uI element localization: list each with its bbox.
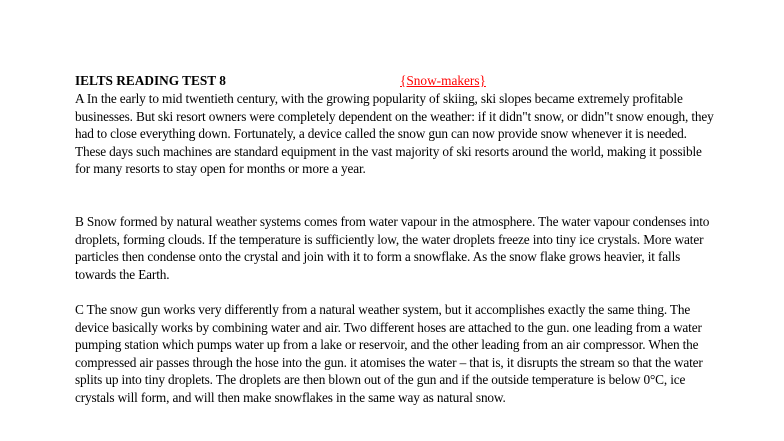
paragraph-a: A In the early to mid twentieth century, with the growing popularity of skiing, ski slopes became extremely profitable businesses. But ski resort owners were completely dependent on the weather: if it didn"t snow, or didn"t snow enough, they had to close everything down. Fortunately, a device called the snow gun can now provide snow whenever it is needed. These days such machines are standard equipment in the vast majority of ski resorts around the world, making it possible for many resorts to stay open for months or more a year. — [75, 91, 714, 177]
test-title: IELTS READING TEST 8 — [75, 73, 226, 88]
topic-link[interactable]: {Snow-makers} — [400, 73, 486, 88]
paragraph-b: B Snow formed by natural weather systems comes from water vapour in the atmosphere. The water vapour condenses into droplets, forming clouds. If the temperature is sufficiently low, the water droplets freeze into tiny ice crystals. More water particles then condense onto the crystal and join with it to form a snowflake. As the snow flake grows heavier, it falls towards the Earth. — [75, 214, 710, 282]
title-line — [75, 72, 715, 90]
paragraph-c: C The snow gun works very differently from a natural weather system, but it accomplishes exactly the same thing. The device basically works by combining water and air. Two different hoses are attached to the gun. one leading from a water pumping station which pumps water up from a lake or reservoir, and the other leading from an air compressor. When the compressed air passes through the hose into the gun. it atomises the water – that is, it disrupts the stream so that the water splits up into tiny droplets. The droplets are then blown out of the gun and if the outside temperature is below 0°C, ice crystals will form, and will then make snowflakes in the same way as natural snow. — [75, 302, 703, 405]
